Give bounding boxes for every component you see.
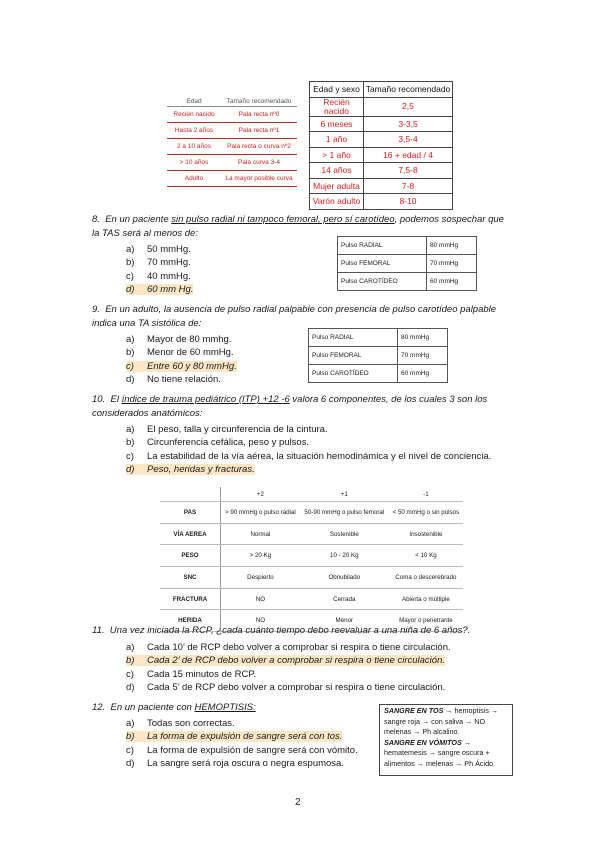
option-correct[interactable]: c) Entre 60 y 80 mmHg. <box>126 360 237 372</box>
right-table-cell: Recién nacido <box>310 97 364 116</box>
option[interactable]: a) Mayor de 80 mmhg. <box>126 334 232 345</box>
question-text: , podemos sospechar que la TAS será al menos de: <box>92 214 504 239</box>
option[interactable]: d) La sangre será roja oscura o negra espumosa. <box>126 758 344 770</box>
right-table-header: Edad y sexo <box>310 82 364 98</box>
question-text: Una vez iniciada la RCP, ¿cada cuánto tiempo debo reevaluar a una niña de 6 años?. <box>109 625 471 636</box>
question-text: En un paciente con <box>110 702 195 713</box>
left-table-cell: Recién nacido <box>167 107 221 123</box>
itp-row-label: VÍA AEREA <box>160 523 221 545</box>
option-correct[interactable]: b) Cada 2’ de RCP debo volver a comprobar si respira o tiene circulación. <box>126 655 445 667</box>
question-number: 8. <box>92 214 100 225</box>
option-correct[interactable]: d) Peso, heridas y fracturas. <box>126 464 255 476</box>
left-table-cell: Adulto <box>167 171 221 187</box>
itp-row-label: SNC <box>160 567 221 589</box>
pulse-value: 60 mmHg <box>398 365 448 383</box>
tube-size-table <box>309 81 453 210</box>
left-table-cell: Pala recta nº1 <box>221 123 297 139</box>
note-title: SANGRE EN VÓMITOS → <box>384 737 471 747</box>
option[interactable]: c) La forma de expulsión de sangre será con vómito. <box>126 744 358 756</box>
itp-cell: Despierto <box>221 567 300 589</box>
option[interactable]: c) La estabilidad de la vía aérea, la situación hemodinámica y el nivel de conciencia. <box>126 450 492 462</box>
question-text: En un adulto, la ausencia de pulso radial palpable con presencia de pulso carotídeo palpable indica una TA sistólica de: <box>92 304 497 329</box>
option[interactable]: a) Cada 10’ de RCP debo volver a comprobar si respira o tiene circulación. <box>126 642 451 653</box>
pulse-table-2 <box>308 328 448 383</box>
option-correct[interactable]: d) 60 mm Hg. <box>126 284 194 296</box>
option[interactable]: a) 50 mmHg. <box>126 244 191 255</box>
question-text: valora 6 componentes, de los cuales 3 son los considerados anatómicos: <box>92 394 488 419</box>
option[interactable]: d) No tiene relación. <box>126 374 221 386</box>
option[interactable]: b) 70 mmHg. <box>126 257 191 269</box>
pulse-value: 60 mmHg <box>427 273 477 291</box>
itp-cell: < 10 Kg <box>389 545 463 567</box>
itp-row-label: HERIDA <box>160 610 221 632</box>
note-text: hemoptisis <box>452 706 489 715</box>
option[interactable]: d) Cada 5’ de RCP debo volver a comprobar si respira o tiene circulación. <box>126 682 446 694</box>
itp-cell: Abierta o múltiple <box>389 588 463 610</box>
question-underlined: HEMOPTISIS: <box>194 702 256 713</box>
itp-cell: Sostenible <box>300 523 389 545</box>
itp-cell: Insostenible <box>389 523 463 545</box>
question-underlined: sin pulso radial ni tampoco femoral, pero sí carotídeo <box>171 214 395 225</box>
itp-cell: 10 - 20 Kg <box>300 545 389 567</box>
itp-score-table <box>160 487 463 632</box>
q10-options <box>126 423 491 477</box>
itp-header: +2 <box>221 487 300 502</box>
note-text: → sangre roja → con saliva → NO melenas → Ph alcalino. <box>384 706 499 736</box>
pulse-label: Pulso FEMORAL <box>309 347 398 365</box>
right-table-cell: 2,5 <box>364 97 453 116</box>
option[interactable]: a) Todas son correctas. <box>126 718 235 729</box>
itp-cell: > 90 mmHg o pulso radial <box>221 502 300 524</box>
left-table-cell: Pala recta nº0 <box>221 107 297 123</box>
pulse-label: Pulso RADIAL <box>309 329 398 347</box>
question-number: 12. <box>92 702 106 713</box>
pulse-value: 70 mmHg <box>427 255 477 273</box>
right-table-cell: 3,5-4 <box>364 132 453 148</box>
left-table-cell: La mayor posible curva <box>221 171 297 187</box>
right-table-cell: > 1 año <box>310 147 364 163</box>
itp-header <box>160 487 221 502</box>
right-table-header: Tamaño recomendado <box>364 82 453 98</box>
option[interactable]: b) Circunferencia cefálica, peso y pulsos. <box>126 437 310 449</box>
question-number: 9. <box>92 304 100 315</box>
laryngoscope-blade-table <box>167 96 297 187</box>
itp-row-label: PAS <box>160 502 221 524</box>
right-table-cell: 16 + edad / 4 <box>364 147 453 163</box>
itp-cell: NO <box>221 588 300 610</box>
right-table-cell: 8-10 <box>364 194 453 210</box>
question-text: El <box>110 394 122 405</box>
right-table-cell: Mujer adulta <box>310 178 364 194</box>
page-number: 2 <box>295 797 301 808</box>
option[interactable]: b) Menor de 60 mmHg. <box>126 347 234 359</box>
right-table-cell: 7,5-8 <box>364 163 453 179</box>
option[interactable]: a) El peso, talla y circunferencia de la cintura. <box>126 424 328 435</box>
pulse-value: 80 mmHg <box>398 329 448 347</box>
right-table-cell: 3-3,5 <box>364 116 453 132</box>
right-table-cell: 1 año <box>310 132 364 148</box>
itp-cell: > 20 Kg <box>221 545 300 567</box>
question-10 <box>92 393 512 420</box>
note-text: hematemesis → sangre oscura + alimentos → melenas → Ph Ácido. <box>384 748 496 768</box>
itp-cell: NO <box>221 610 300 632</box>
itp-cell: < 50 mmHg o sin pulsos <box>389 502 463 524</box>
itp-cell: Menor <box>300 610 389 632</box>
hemoptysis-note-box <box>379 704 513 776</box>
pulse-label: Pulso RADIAL <box>338 237 427 255</box>
left-table-cell: > 10 años <box>167 155 221 171</box>
right-table-cell: 7-8 <box>364 178 453 194</box>
question-12 <box>92 701 372 715</box>
q9-options <box>126 333 237 387</box>
question-number: 11. <box>92 625 105 636</box>
itp-row-label: PESO <box>160 545 221 567</box>
itp-cell: Obnubilado <box>300 567 389 589</box>
itp-header: -1 <box>389 487 463 502</box>
pulse-label: Pulso CAROTÍDEO <box>338 273 427 291</box>
itp-cell: Coma o descerebrado <box>389 567 463 589</box>
right-table-cell: Varón adulto <box>310 194 364 210</box>
left-table-cell: 2 a 10 años <box>167 139 221 155</box>
q12-options <box>126 717 358 771</box>
question-11 <box>92 624 522 638</box>
itp-cell: 50-90 mmHg o pulso femoral <box>300 502 389 524</box>
pulse-value: 80 mmHg <box>427 237 477 255</box>
itp-header: +1 <box>300 487 389 502</box>
option[interactable]: c) Cada 15 minutos de RCP. <box>126 668 257 680</box>
left-table-cell: Hasta 2 años <box>167 123 221 139</box>
itp-cell: Mayor o penetrante <box>389 610 463 632</box>
right-table-cell: 6 meses <box>310 116 364 132</box>
option-correct[interactable]: b) La forma de expulsión de sangre será con tos. <box>126 731 343 743</box>
left-table-cell: Pala curva 3-4 <box>221 155 297 171</box>
question-underlined: índice de trauma pediátrico (ITP) +12 -6 <box>121 394 290 405</box>
q8-options <box>126 243 193 297</box>
question-number: 10. <box>92 394 106 405</box>
left-table-header: Tamaño recomendado <box>221 96 297 107</box>
pulse-value: 70 mmHg <box>398 347 448 365</box>
question-9 <box>92 303 512 330</box>
left-table-cell: Pala recta o curva nº2 <box>221 139 297 155</box>
q11-options <box>126 641 451 695</box>
option[interactable]: c) 40 mmHg. <box>126 270 191 282</box>
pulse-table-1 <box>337 236 477 291</box>
itp-row-label: FRACTURA <box>160 588 221 610</box>
question-text: En un paciente <box>105 214 172 225</box>
note-title: SANGRE EN TOS → <box>384 706 453 715</box>
pulse-label: Pulso CAROTÍDEO <box>309 365 398 383</box>
itp-cell: Cerrada <box>300 588 389 610</box>
left-table-header: Edad <box>167 96 221 107</box>
right-table-cell: 14 años <box>310 163 364 179</box>
itp-cell: Normal <box>221 523 300 545</box>
pulse-label: Pulso FEMORAL <box>338 255 427 273</box>
